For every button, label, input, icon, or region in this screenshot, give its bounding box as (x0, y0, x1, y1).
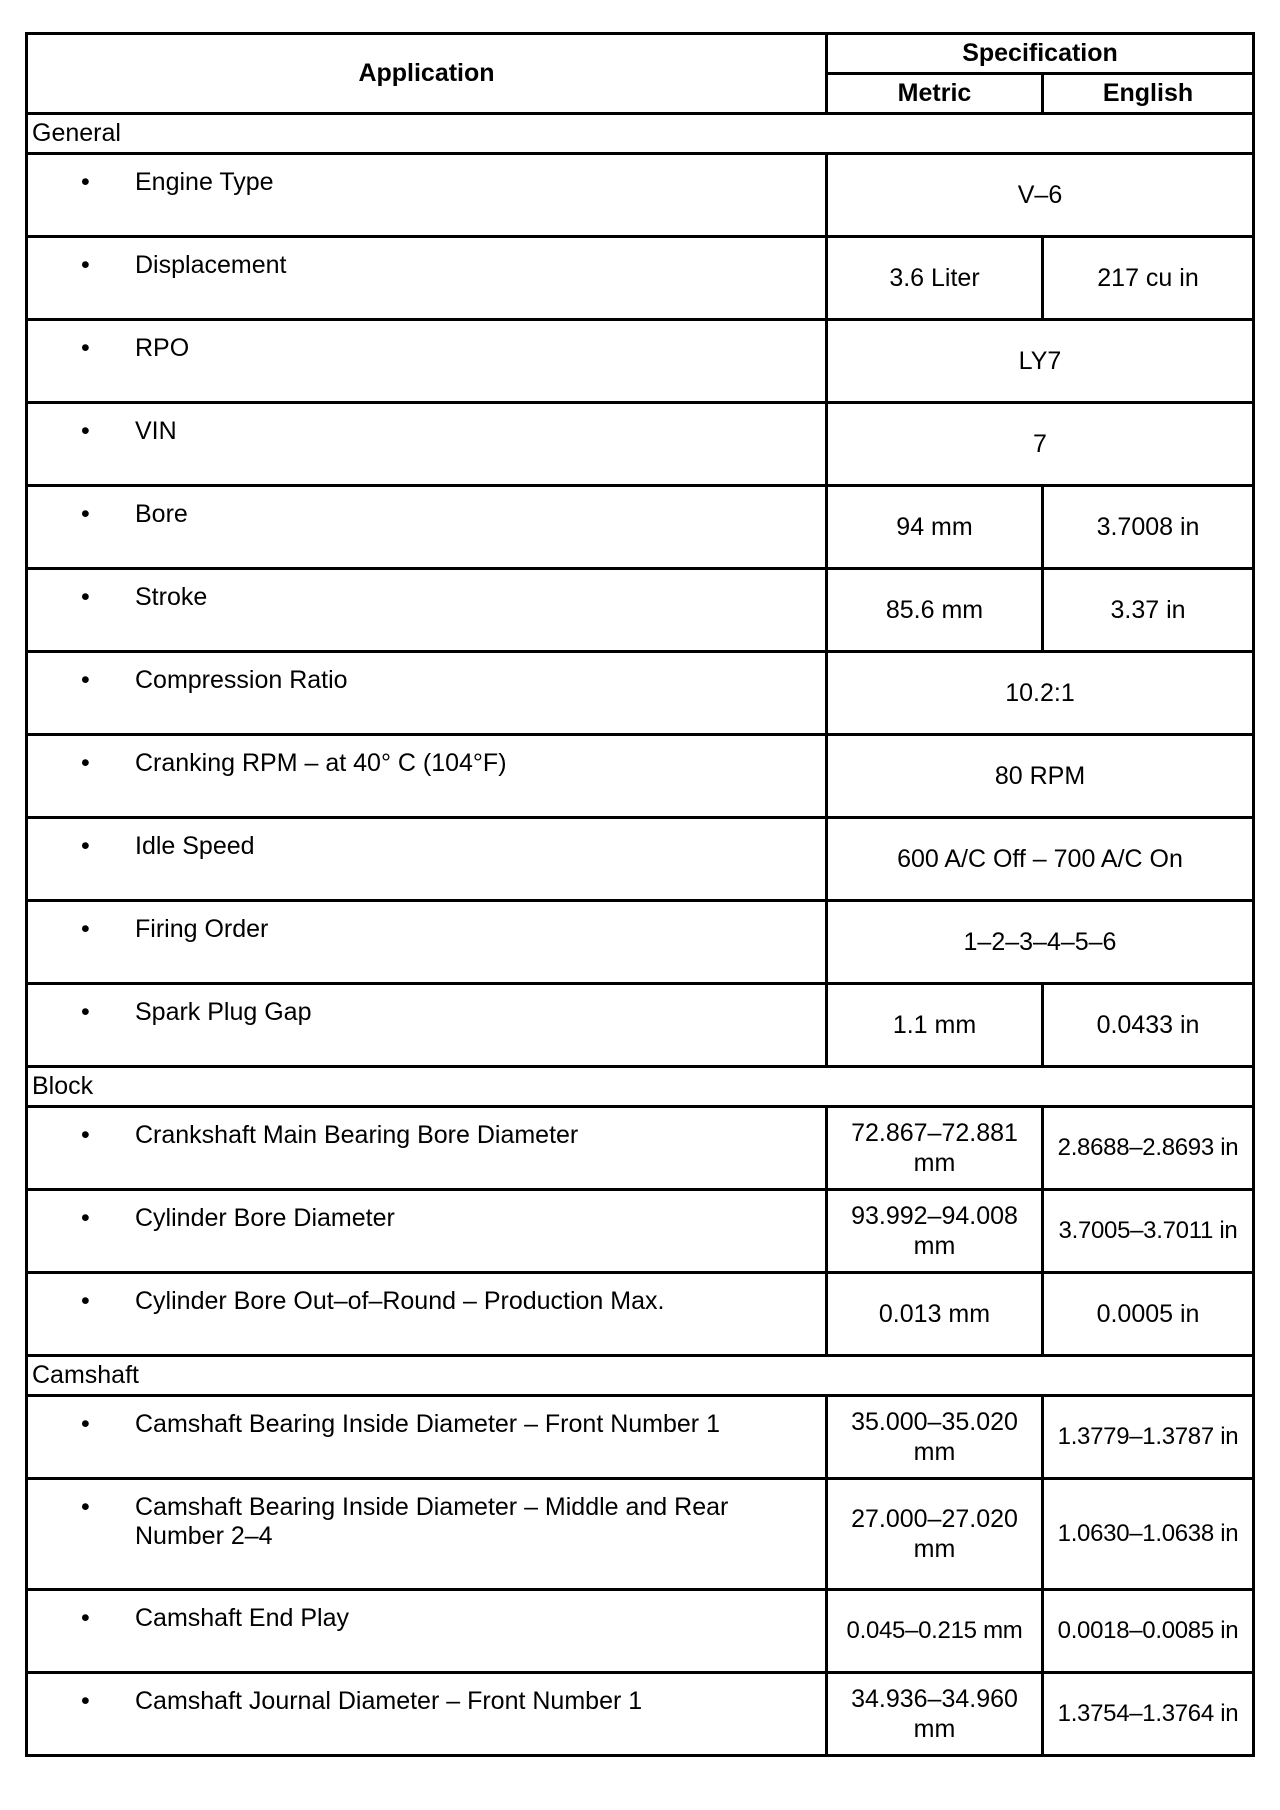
metric-value: 0.045–0.215 mm (827, 1590, 1043, 1673)
application-cell (27, 652, 827, 735)
specification-value: 600 A/C Off – 700 A/C On (827, 818, 1254, 901)
application-cell (27, 237, 827, 320)
table-row (27, 154, 1254, 237)
row-label: RPO (135, 334, 190, 362)
row-label: Stroke (135, 583, 208, 611)
english-value: 0.0005 in (1043, 1273, 1254, 1356)
table-row (27, 735, 1254, 818)
table-row (27, 901, 1254, 984)
bullet-icon: • (81, 832, 90, 860)
specification-header: Specification (827, 34, 1254, 74)
section-row-block (27, 1067, 1254, 1107)
row-label: Idle Speed (135, 832, 255, 860)
row-label: Firing Order (135, 915, 269, 943)
bullet-icon: • (81, 168, 90, 196)
row-label: Cranking RPM – at 40° C (104°F) (135, 749, 507, 777)
metric-value: 34.936–34.960 mm (827, 1673, 1043, 1756)
english-value: 0.0018–0.0085 in (1043, 1590, 1254, 1673)
english-value: 2.8688–2.8693 in (1043, 1107, 1254, 1190)
row-label: Crankshaft Main Bearing Bore Diameter (135, 1121, 579, 1149)
application-cell (27, 320, 827, 403)
application-cell (27, 818, 827, 901)
application-cell (27, 1590, 827, 1673)
bullet-icon: • (81, 666, 90, 694)
metric-value: 0.013 mm (827, 1273, 1043, 1356)
table-row (27, 1190, 1254, 1273)
section-title: Camshaft (27, 1356, 1254, 1396)
english-value: 217 cu in (1043, 237, 1254, 320)
english-value: 1.3779–1.3787 in (1043, 1396, 1254, 1479)
table-row (27, 1479, 1254, 1590)
application-cell (27, 154, 827, 237)
application-cell (27, 735, 827, 818)
bullet-icon: • (81, 1687, 90, 1715)
section-title: Block (27, 1067, 1254, 1107)
table-row (27, 237, 1254, 320)
bullet-icon: • (81, 1204, 90, 1232)
row-label: Bore (135, 500, 188, 528)
metric-value: 1.1 mm (827, 984, 1043, 1067)
metric-value: 72.867–72.881 mm (827, 1107, 1043, 1190)
table-row (27, 486, 1254, 569)
application-cell (27, 901, 827, 984)
application-cell (27, 1673, 827, 1756)
section-row-camshaft (27, 1356, 1254, 1396)
row-label: Camshaft End Play (135, 1604, 349, 1632)
table-row (27, 1590, 1254, 1673)
specification-value: 10.2:1 (827, 652, 1254, 735)
specification-value: 1–2–3–4–5–6 (827, 901, 1254, 984)
table-row (27, 1396, 1254, 1479)
application-cell (27, 1190, 827, 1273)
table-row (27, 403, 1254, 486)
bullet-icon: • (81, 998, 90, 1026)
bullet-icon: • (81, 1287, 90, 1315)
bullet-icon: • (81, 1121, 90, 1149)
metric-header: Metric (827, 74, 1043, 114)
english-value: 3.37 in (1043, 569, 1254, 652)
english-value: 3.7005–3.7011 in (1043, 1190, 1254, 1273)
application-cell (27, 486, 827, 569)
table-row (27, 320, 1254, 403)
row-label: Engine Type (135, 168, 274, 196)
specification-value: LY7 (827, 320, 1254, 403)
section-row-general (27, 114, 1254, 154)
bullet-icon: • (81, 1410, 90, 1438)
bullet-icon: • (81, 583, 90, 611)
application-cell (27, 1396, 827, 1479)
application-cell (27, 984, 827, 1067)
metric-value: 27.000–27.020 mm (827, 1479, 1043, 1590)
bullet-icon: • (81, 500, 90, 528)
bullet-icon: • (81, 251, 90, 279)
row-label: Displacement (135, 251, 287, 279)
table-row (27, 1273, 1254, 1356)
row-label: Spark Plug Gap (135, 998, 312, 1026)
row-label: Camshaft Bearing Inside Diameter – Front Number 1 (135, 1410, 720, 1438)
english-header: English (1043, 74, 1254, 114)
specification-value: 7 (827, 403, 1254, 486)
application-cell (27, 569, 827, 652)
bullet-icon: • (81, 334, 90, 362)
section-title: General (27, 114, 1254, 154)
table-row (27, 652, 1254, 735)
metric-value: 35.000–35.020 mm (827, 1396, 1043, 1479)
table-row (27, 1107, 1254, 1190)
metric-value: 93.992–94.008 mm (827, 1190, 1043, 1273)
application-header: Application (27, 34, 827, 114)
row-label: Camshaft Bearing Inside Diameter – Middle and Rear Number 2–4 (135, 1493, 729, 1550)
bullet-icon: • (81, 749, 90, 777)
row-label: Camshaft Journal Diameter – Front Number 1 (135, 1687, 643, 1715)
specification-value: V–6 (827, 154, 1254, 237)
english-value: 3.7008 in (1043, 486, 1254, 569)
engine-specification-table (25, 32, 1255, 1757)
spec-table-body (27, 114, 1254, 1756)
bullet-icon: • (81, 1493, 90, 1521)
english-value: 0.0433 in (1043, 984, 1254, 1067)
application-cell (27, 1479, 827, 1590)
metric-value: 3.6 Liter (827, 237, 1043, 320)
table-row (27, 569, 1254, 652)
bullet-icon: • (81, 1604, 90, 1632)
metric-value: 85.6 mm (827, 569, 1043, 652)
row-label: Cylinder Bore Diameter (135, 1204, 395, 1232)
bullet-icon: • (81, 915, 90, 943)
table-row (27, 984, 1254, 1067)
row-label: Cylinder Bore Out–of–Round – Production Max. (135, 1287, 665, 1315)
application-cell (27, 403, 827, 486)
row-label: Compression Ratio (135, 666, 348, 694)
application-cell (27, 1273, 827, 1356)
table-row (27, 818, 1254, 901)
application-cell (27, 1107, 827, 1190)
table-row (27, 1673, 1254, 1756)
bullet-icon: • (81, 417, 90, 445)
specification-value: 80 RPM (827, 735, 1254, 818)
metric-value: 94 mm (827, 486, 1043, 569)
english-value: 1.0630–1.0638 in (1043, 1479, 1254, 1590)
english-value: 1.3754–1.3764 in (1043, 1673, 1254, 1756)
row-label: VIN (135, 417, 177, 445)
